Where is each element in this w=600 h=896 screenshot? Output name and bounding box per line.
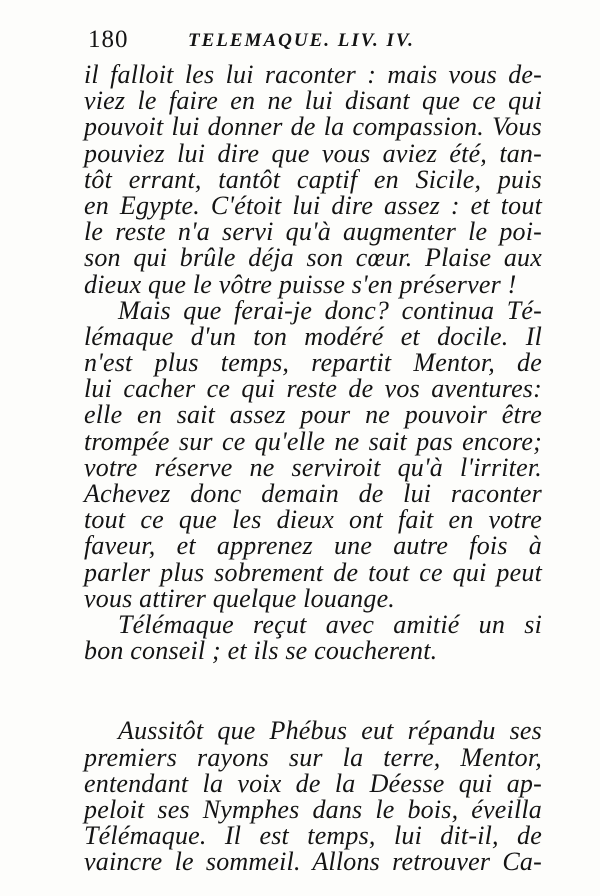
text-line: il falloit les lui raconter : mais vous de- [84, 60, 542, 89]
text-line: pouvoit lui donner de la compassion. Vous [84, 112, 542, 142]
paragraph-end-line: bon conseil ; et ils se coucherent. [84, 636, 438, 666]
running-title: TELEMAQUE. LIV. IV. [188, 30, 415, 51]
text-line: en Egypte. C'étoit lui dire assez : et tout [84, 190, 542, 220]
text-line: Achevez donc demain de lui raconter [84, 479, 542, 508]
text-line: son qui brûle déja son cœur. Plaise aux [84, 243, 542, 273]
body-text [84, 62, 542, 875]
text-line: trompée sur ce qu'elle ne sait pas encore; [84, 426, 542, 456]
text-line: n'est plus temps, repartit Mentor, de [84, 348, 542, 378]
text-line: Télémaque. Il est temps, lui dit-il, de [84, 821, 542, 851]
text-line: viez le faire en ne lui disant que ce qui [84, 86, 542, 116]
text-line: pouviez lui dire que vous aviez été, tan- [84, 138, 542, 168]
text-line: faveur, et apprenez une autre fois à [84, 531, 542, 561]
text-line: tout ce que les dieux ont fait en votre [84, 505, 542, 535]
text-line: parler plus sobrement de tout ce qui peut [84, 557, 542, 587]
paragraph-start-line: Aussitôt que Phébus eut répandu ses [118, 716, 542, 746]
page-number: 180 [88, 26, 129, 53]
running-head [88, 26, 540, 56]
paragraph-end-line: vous attirer quelque louange. [84, 583, 396, 613]
section-break [84, 664, 542, 718]
text-line: peloit ses Nymphes dans le bois, éveilla [84, 794, 542, 824]
text-line: lui cacher ce qui reste de vos aventures: [84, 374, 542, 404]
text-line: entendant la voix de la Déesse qui ap- [84, 768, 542, 798]
paragraph-start-line: Télémaque reçut avec amitié un si [118, 609, 542, 639]
text-line: premiers rayons sur la terre, Mentor, [84, 742, 542, 772]
text-line: elle en sait assez pour ne pouvoir être [84, 400, 542, 430]
text-line: lémaque d'un ton modéré et docile. Il [84, 321, 542, 351]
text-line: le reste n'a servi qu'à augmenter le poi- [84, 217, 542, 247]
text-line: vaincre le sommeil. Allons retrouver Ca- [84, 847, 542, 877]
text-line: votre réserve ne serviroit qu'à l'irriter. [84, 452, 542, 482]
text-line: tôt errant, tantôt captif en Sicile, puis [84, 164, 542, 194]
paragraph-end-line: dieux que le vôtre puisse s'en préserver ! [84, 269, 517, 299]
paragraph-start-line: Mais que ferai-je donc? continua Té- [118, 295, 542, 325]
